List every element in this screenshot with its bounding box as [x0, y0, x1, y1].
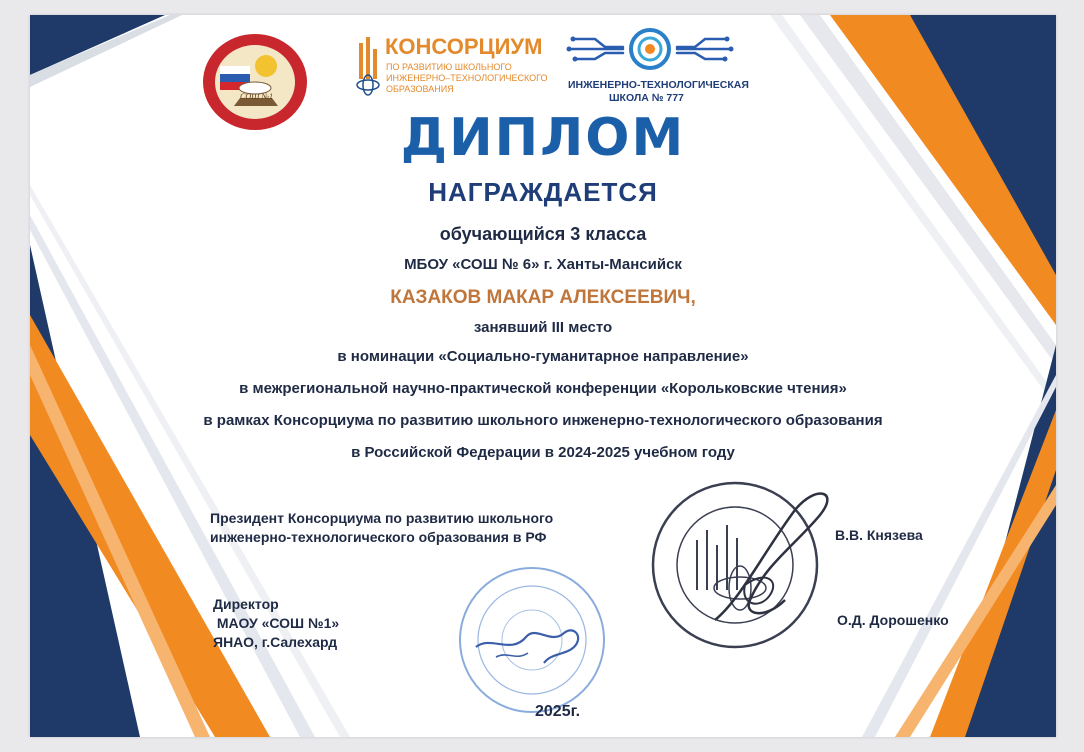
- consortium-subtitle-line-3: ОБРАЗОВАНИЯ: [386, 84, 454, 94]
- president-role-line-1: Президент Консорциума по развитию школьного: [210, 510, 554, 526]
- director-name: О.Д. Дорошенко: [837, 612, 949, 628]
- consortium-stamp: [645, 470, 840, 660]
- school-stamp: [456, 565, 608, 715]
- diploma-year: 2025г.: [535, 703, 581, 720]
- student-class: обучающийся 3 класса: [439, 224, 647, 244]
- director-role: [213, 595, 339, 652]
- student-school: МБОУ «СОШ № 6» г. Ханты-Мансийск: [404, 256, 682, 273]
- diploma-certificate: [30, 15, 1056, 737]
- consortium-title: КОНСОРЦИУМ: [385, 34, 543, 59]
- award-line-year: в Российской Федерации в 2024-2025 учебном году: [351, 444, 735, 461]
- award-line-conference: в межрегиональной научно-практической конференции «Корольковские чтения»: [239, 380, 847, 397]
- president-name: В.В. Князева: [835, 527, 923, 543]
- school-777-line-2: ШКОЛА № 777: [609, 92, 684, 104]
- director-role-line-1: Директор: [213, 596, 279, 612]
- corner-navy-top-left: [30, 15, 165, 75]
- student-name: КАЗАКОВ МАКАР АЛЕКСЕЕВИЧ,: [390, 287, 696, 308]
- school-emblem-text: СОШ №1: [240, 92, 273, 101]
- consortium-logo-icon: [355, 35, 381, 97]
- diploma-title: ДИПЛОМ: [400, 108, 686, 168]
- director-role-line-3: ЯНАО, г.Салехард: [213, 634, 338, 650]
- consortium-subtitle-line-2: ИНЖЕНЕРНО–ТЕХНОЛОГИЧЕСКОГО: [386, 73, 548, 83]
- award-line-consortium: в рамках Консорциума по развитию школьного инженерно-технологического образования: [203, 412, 883, 429]
- school-777-logo: [565, 27, 749, 107]
- consortium-logo: [355, 33, 555, 98]
- school-777-line-1: ИНЖЕНЕРНО-ТЕХНОЛОГИЧЕСКАЯ: [568, 79, 749, 91]
- president-role-line-2: инженерно-технологического образования в РФ: [210, 529, 547, 545]
- circuit-eye-logo-icon: [565, 27, 735, 73]
- director-role-line-2: МАОУ «СОШ №1»: [213, 615, 340, 631]
- consortium-subtitle-line-1: ПО РАЗВИТИЮ ШКОЛЬНОГО: [386, 62, 512, 72]
- awarded-heading: НАГРАЖДАЕТСЯ: [428, 177, 658, 207]
- president-role: [210, 509, 553, 547]
- award-line-nomination: в номинации «Социально-гуманитарное направление»: [337, 348, 749, 365]
- award-line-place: занявший III место: [473, 319, 613, 336]
